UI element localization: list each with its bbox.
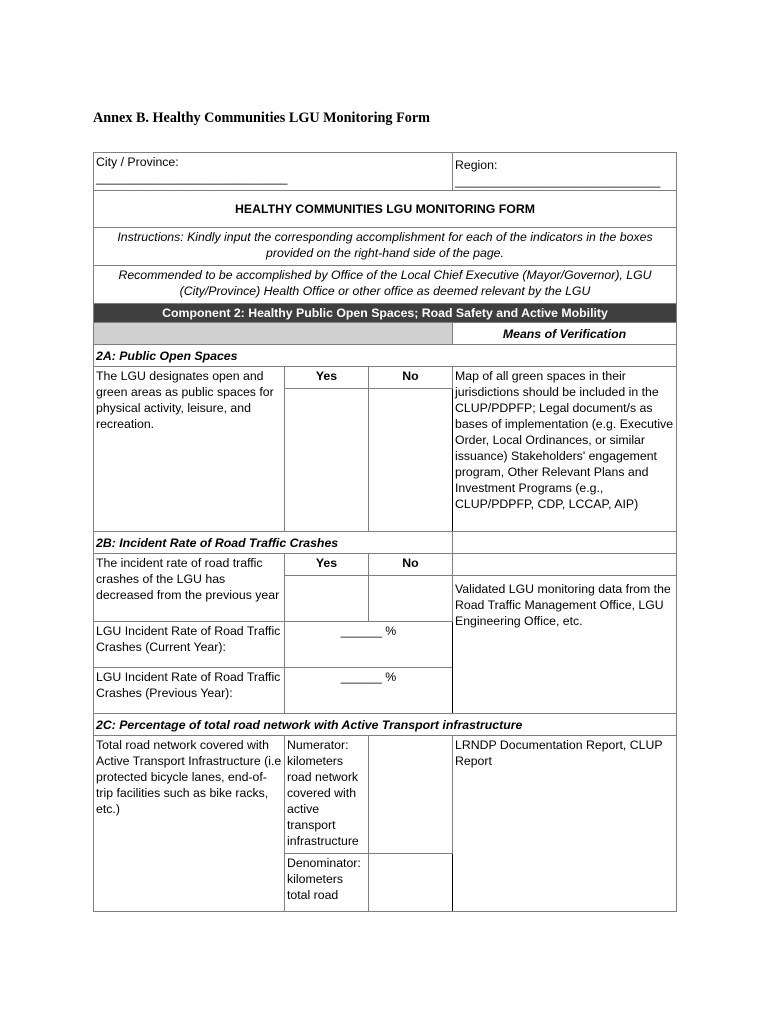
region-label: Region: <box>455 158 498 172</box>
mov-header: Means of Verification <box>453 323 677 345</box>
section-2b-mov-spacer <box>453 554 677 576</box>
section-2c-numerator-box[interactable] <box>369 736 453 854</box>
section-2a-mov: Map of all green spaces in their jurisdictions should be included in the CLUP/PDPFP; Legal document/s as bases of implementation (e.g. Executive Order, Local Ordinances, or similar issuance) Stakeholders' engagement program, Other Relevant Plans and Investment Programs (e.g., CLUP/PDPFP, CDP, LCCAP, AIP) <box>453 367 677 532</box>
section-2b-current-value[interactable]: ______ % <box>285 622 453 668</box>
section-2b-yes-box[interactable] <box>285 576 369 622</box>
component-banner-row <box>94 304 677 323</box>
city-province-cell <box>94 153 453 191</box>
section-2b-previous-label: LGU Incident Rate of Road Traffic Crashes (Previous Year): <box>94 668 285 714</box>
section-2b-row <box>94 554 677 576</box>
section-2a-indicator: The LGU designates open and green areas as public spaces for physical activity, leisure, and recreation. <box>94 367 285 532</box>
recommended-row <box>94 266 677 304</box>
section-2b-no-box[interactable] <box>369 576 453 622</box>
section-2b-heading-row <box>94 532 677 554</box>
region-blank[interactable]: ______________________________ <box>455 174 661 188</box>
recommended-text: Recommended to be accomplished by Office of the Local Chief Executive (Mayor/Governor), LGU (City/Province) Health Office or other office as deemed relevant by the LGU <box>94 266 677 304</box>
section-2c-numerator-label: Numerator: kilometers road network covered with active transport infrastructure <box>285 736 369 854</box>
mov-header-row <box>94 323 677 345</box>
section-2a-row <box>94 367 677 389</box>
section-2a-no-header: No <box>369 367 453 389</box>
annex-title: Annex B. Healthy Communities LGU Monitoring Form <box>93 110 430 126</box>
section-2b-no-header: No <box>369 554 453 576</box>
section-2a-yes-box[interactable] <box>285 389 369 532</box>
instructions-text: Instructions: Kindly input the corresponding accomplishment for each of the indicators in the boxes provided on the right-hand side of the page. <box>94 228 677 266</box>
city-province-blank[interactable]: ____________________________ <box>96 171 288 185</box>
section-2a-heading-row <box>94 345 677 367</box>
section-2c-indicator: Total road network covered with Active Transport Infrastructure (i.e protected bicycle lanes, end-of-trip facilities such as bike racks, etc.) <box>94 736 285 912</box>
form-title-row <box>94 191 677 228</box>
instructions-row <box>94 228 677 266</box>
monitoring-form-table <box>93 152 677 912</box>
mov-header-spacer <box>94 323 453 345</box>
component-banner: Component 2: Healthy Public Open Spaces; Road Safety and Active Mobility <box>94 304 677 323</box>
section-2b-current-label: LGU Incident Rate of Road Traffic Crashes (Current Year): <box>94 622 285 668</box>
section-2a-yes-header: Yes <box>285 367 369 389</box>
city-province-label: City / Province: <box>96 155 179 169</box>
section-2b-previous-value[interactable]: ______ % <box>285 668 453 714</box>
section-2b-yes-header: Yes <box>285 554 369 576</box>
section-2a-no-box[interactable] <box>369 389 453 532</box>
section-2c-heading-row <box>94 714 677 736</box>
section-2a-heading: 2A: Public Open Spaces <box>94 345 677 367</box>
section-2b-mov: Validated LGU monitoring data from the Road Traffic Management Office, LGU Engineering Office, etc. <box>453 576 677 714</box>
location-row <box>94 153 677 191</box>
section-2c-numerator-row <box>94 736 677 854</box>
section-2c-denominator-label: Denominator: kilometers total road <box>285 854 369 912</box>
section-2c-denominator-box[interactable] <box>369 854 453 912</box>
section-2b-heading-spacer <box>453 532 677 554</box>
section-2c-heading: 2C: Percentage of total road network with Active Transport infrastructure <box>94 714 677 736</box>
region-cell <box>453 153 677 191</box>
section-2b-heading: 2B: Incident Rate of Road Traffic Crashes <box>94 532 453 554</box>
section-2c-mov: LRNDP Documentation Report, CLUP Report <box>453 736 677 912</box>
form-title: HEALTHY COMMUNITIES LGU MONITORING FORM <box>94 191 677 228</box>
section-2b-indicator: The incident rate of road traffic crashes of the LGU has decreased from the previous year <box>94 554 285 622</box>
